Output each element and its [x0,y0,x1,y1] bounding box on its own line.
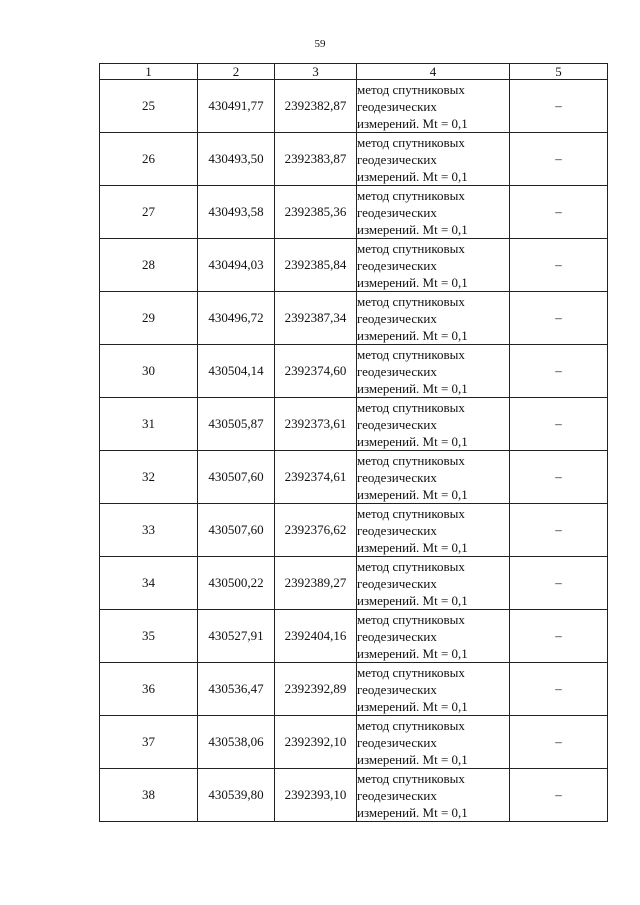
note-cell: – [510,345,608,398]
y-coordinate-cell: 2392389,27 [275,557,357,610]
method-line: измерений. Mt = 0,1 [357,168,468,184]
method-cell [357,769,510,822]
x-coordinate-cell: 430536,47 [198,663,275,716]
method-line: измерений. Mt = 0,1 [357,539,468,555]
method-line: геодезических [357,734,437,750]
method-line: метод спутниковых [357,134,465,150]
note-cell: – [510,769,608,822]
method-cell [357,451,510,504]
method-cell [357,292,510,345]
method-line: метод спутниковых [357,346,465,362]
method-cell [357,398,510,451]
method-line: метод спутниковых [357,240,465,256]
method-line: геодезических [357,787,437,803]
table-row [100,557,608,610]
point-number-cell: 33 [100,504,198,557]
point-number-cell: 30 [100,345,198,398]
table-row [100,610,608,663]
page-number: 59 [314,38,326,50]
note-cell: – [510,504,608,557]
y-coordinate-cell: 2392392,10 [275,716,357,769]
point-number-cell: 29 [100,292,198,345]
y-coordinate-cell: 2392383,87 [275,133,357,186]
method-line: метод спутниковых [357,558,465,574]
header-col-3: 3 [275,64,357,80]
method-line: метод спутниковых [357,452,465,468]
method-line: измерений. Mt = 0,1 [357,274,468,290]
method-line: измерений. Mt = 0,1 [357,327,468,343]
method-line: геодезических [357,575,437,591]
y-coordinate-cell: 2392404,16 [275,610,357,663]
note-cell: – [510,451,608,504]
table-row [100,451,608,504]
note-cell: – [510,610,608,663]
note-cell: – [510,398,608,451]
method-line: геодезических [357,310,437,326]
note-cell: – [510,80,608,133]
method-line: измерений. Mt = 0,1 [357,486,468,502]
method-line: геодезических [357,469,437,485]
method-cell [357,663,510,716]
header-col-1: 1 [100,64,198,80]
point-number-cell: 28 [100,239,198,292]
point-number-cell: 32 [100,451,198,504]
note-cell: – [510,716,608,769]
method-line: метод спутниковых [357,717,465,733]
method-cell [357,504,510,557]
table-row [100,663,608,716]
point-number-cell: 25 [100,80,198,133]
x-coordinate-cell: 430496,72 [198,292,275,345]
method-line: геодезических [357,363,437,379]
method-line: метод спутниковых [357,293,465,309]
method-cell [357,80,510,133]
point-number-cell: 27 [100,186,198,239]
method-line: геодезических [357,416,437,432]
y-coordinate-cell: 2392382,87 [275,80,357,133]
method-line: измерений. Mt = 0,1 [357,804,468,820]
note-cell: – [510,133,608,186]
x-coordinate-cell: 430539,80 [198,769,275,822]
y-coordinate-cell: 2392393,10 [275,769,357,822]
table-row [100,504,608,557]
method-line: метод спутниковых [357,664,465,680]
point-number-cell: 38 [100,769,198,822]
point-number-cell: 31 [100,398,198,451]
method-line: метод спутниковых [357,505,465,521]
method-cell [357,345,510,398]
x-coordinate-cell: 430494,03 [198,239,275,292]
x-coordinate-cell: 430504,14 [198,345,275,398]
point-number-cell: 34 [100,557,198,610]
x-coordinate-cell: 430493,58 [198,186,275,239]
method-line: геодезических [357,98,437,114]
table-row [100,716,608,769]
point-number-cell: 26 [100,133,198,186]
y-coordinate-cell: 2392373,61 [275,398,357,451]
y-coordinate-cell: 2392385,84 [275,239,357,292]
method-cell [357,186,510,239]
method-line: измерений. Mt = 0,1 [357,698,468,714]
y-coordinate-cell: 2392387,34 [275,292,357,345]
method-line: геодезических [357,681,437,697]
point-number-cell: 37 [100,716,198,769]
x-coordinate-cell: 430493,50 [198,133,275,186]
method-line: измерений. Mt = 0,1 [357,592,468,608]
table-row [100,292,608,345]
method-line: метод спутниковых [357,611,465,627]
method-cell [357,557,510,610]
note-cell: – [510,186,608,239]
table-row [100,398,608,451]
method-line: измерений. Mt = 0,1 [357,751,468,767]
y-coordinate-cell: 2392385,36 [275,186,357,239]
method-line: метод спутниковых [357,770,465,786]
y-coordinate-cell: 2392376,62 [275,504,357,557]
y-coordinate-cell: 2392392,89 [275,663,357,716]
method-line: геодезических [357,522,437,538]
x-coordinate-cell: 430491,77 [198,80,275,133]
method-line: измерений. Mt = 0,1 [357,433,468,449]
method-cell [357,133,510,186]
y-coordinate-cell: 2392374,61 [275,451,357,504]
method-line: геодезических [357,151,437,167]
x-coordinate-cell: 430500,22 [198,557,275,610]
note-cell: – [510,292,608,345]
method-cell [357,610,510,663]
y-coordinate-cell: 2392374,60 [275,345,357,398]
method-cell [357,716,510,769]
table-row [100,345,608,398]
method-line: измерений. Mt = 0,1 [357,380,468,396]
method-line: метод спутниковых [357,81,465,97]
method-line: метод спутниковых [357,399,465,415]
method-line: геодезических [357,204,437,220]
table-row [100,186,608,239]
x-coordinate-cell: 430527,91 [198,610,275,663]
table-row [100,769,608,822]
point-number-cell: 35 [100,610,198,663]
coordinates-table [99,63,608,822]
header-col-4: 4 [357,64,510,80]
table-header-row [100,64,608,80]
method-line: геодезических [357,257,437,273]
method-line: измерений. Mt = 0,1 [357,645,468,661]
method-cell [357,239,510,292]
table-row [100,239,608,292]
x-coordinate-cell: 430538,06 [198,716,275,769]
note-cell: – [510,239,608,292]
point-number-cell: 36 [100,663,198,716]
method-line: измерений. Mt = 0,1 [357,115,468,131]
method-line: измерений. Mt = 0,1 [357,221,468,237]
note-cell: – [510,557,608,610]
method-line: метод спутниковых [357,187,465,203]
header-col-5: 5 [510,64,608,80]
x-coordinate-cell: 430507,60 [198,451,275,504]
x-coordinate-cell: 430507,60 [198,504,275,557]
x-coordinate-cell: 430505,87 [198,398,275,451]
method-line: геодезических [357,628,437,644]
table-row [100,133,608,186]
note-cell: – [510,663,608,716]
table-row [100,80,608,133]
header-col-2: 2 [198,64,275,80]
